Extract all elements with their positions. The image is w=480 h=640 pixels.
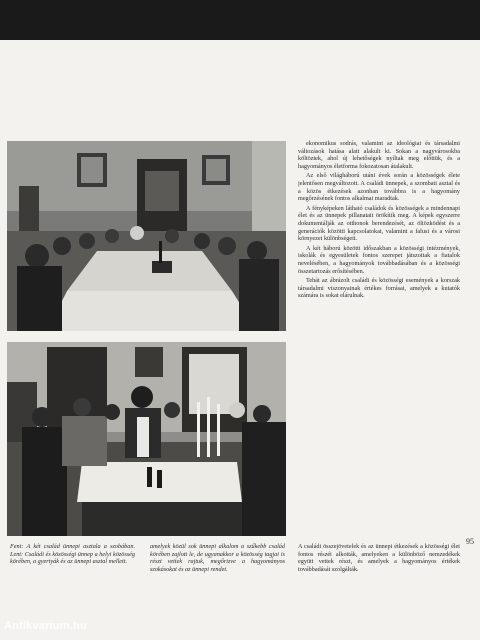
body-text-right-column: [298, 140, 460, 532]
photo-family-dinner: [7, 141, 286, 331]
body-text-middle: amelyek közül sok ünnepi alkalom a szűkebb család körében zajlott le, de ugyanakkor a közösség tagjai is részt vettek rajtuk, megőrizve a hagyományos szokásokat és az ünnepi rendet.: [150, 543, 285, 573]
paragraph: A fényképeken látható családok és közösségek a mindennapi élet és az ünnepek pillanatait örökítik meg. A képek egyszerre dokumentálják az otthonok berendezését, az öltözködést és a generációk közötti kapcsolatokat, valamint a falusi és a városi környezet különbségeit.: [298, 204, 460, 243]
scan-top-band: [0, 0, 480, 40]
photo-caption: Fent: A két család ünnepi asztala a szobában. Lent: Családi és közösségi ünnep a helyi közösség körében, a gyertyák és az ünnepi asztal mellett.: [10, 543, 135, 566]
paragraph: Az első világháború utáni évek során a közösségek élete jelentősen megváltozott. A családi ünnepek, a szombati asztal és a közös étkezések azonban továbbra is a hagyomány megőrzésének fontos alkalmai maradtak.: [298, 172, 460, 203]
body-text-bottom-right: A családi összejövetelek és az ünnepi étkezések a közösségi élet fontos részét alkották, amelyeken a különböző nemzedékek együtt vettek részt, és amelyek a hagyományos értékek továbbadását szolgálták.: [298, 543, 460, 573]
page-number: 95: [466, 537, 474, 546]
paragraph: Tehát az ábrázolt családi és közösségi események a korszak társadalmi viszonyainak értékes forrásai, amelyek a kutatók számára is sokat elárulnak.: [298, 277, 460, 300]
watermark-logo: Antikvarium.hu: [4, 620, 87, 632]
paragraph: ekonomikus sodrás, valamint az ideológiai és társadalmi változások hatása alatt alakult ki. Sokan a nagyvárosokba költöztek, ahol új lehetőségek nyíltak meg előttük, és a hagyományos életforma fokozatosan átalakult.: [298, 140, 460, 170]
photo-holiday-table: [7, 342, 286, 536]
paragraph: A két háború közötti időszakban a közösségi intézmények, iskolák és egyesületek fontos szerepet játszottak a fiatalok nevelésében, a hagyományok továbbadásában és a közösségi összetartozás erősítésében.: [298, 244, 460, 275]
